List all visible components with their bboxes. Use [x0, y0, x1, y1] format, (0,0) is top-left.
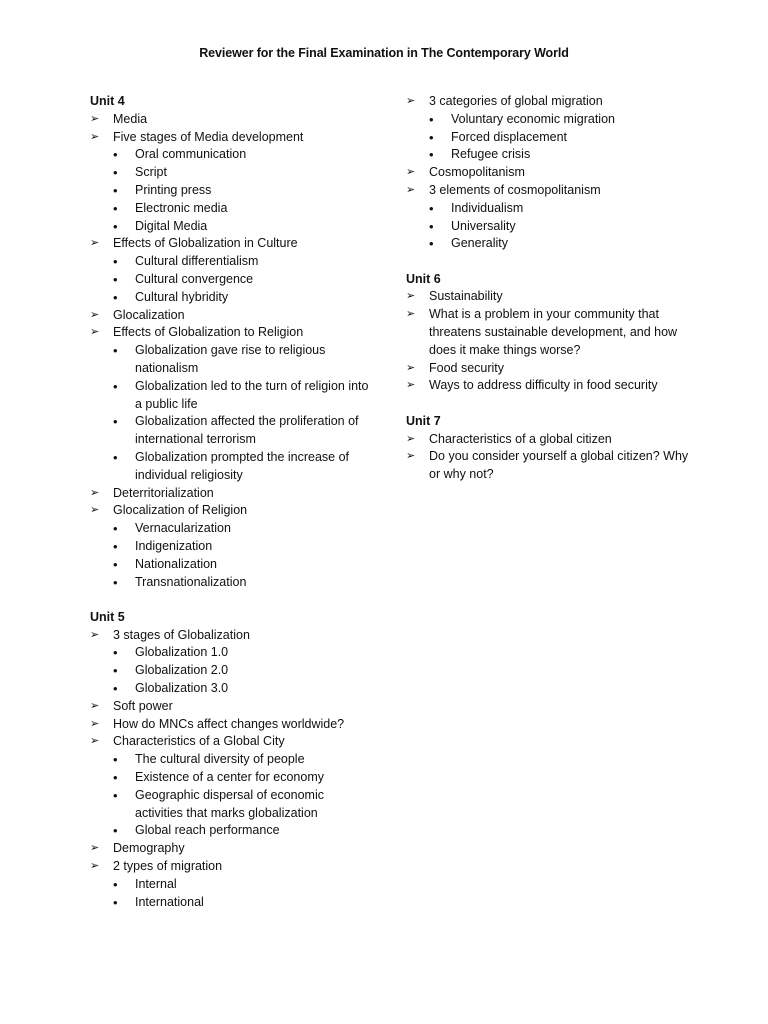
subtopic-item: [406, 129, 696, 147]
topic-item: [406, 377, 696, 395]
subtopic-text: Transnationalization: [135, 574, 247, 589]
arrow-bullet-icon: ➢: [90, 628, 100, 641]
dot-bullet-icon: •: [113, 449, 118, 465]
topic-item: [406, 182, 696, 200]
topic-item: [90, 698, 375, 716]
topic-item: [90, 733, 375, 751]
topic-text: Do you consider yourself a global citizen? Why or why not?: [429, 449, 689, 482]
unit-heading: Unit 7: [406, 413, 441, 428]
topic-text: Glocalization: [113, 307, 185, 322]
topic-text: 3 elements of cosmopolitanism: [429, 182, 601, 197]
subtopic-item: [90, 253, 375, 271]
arrow-bullet-icon: ➢: [406, 166, 416, 179]
subtopic-item: [90, 751, 375, 769]
subtopic-text: Globalization 1.0: [135, 645, 229, 660]
subtopic-item: [90, 200, 375, 218]
subtopic-item: [90, 822, 375, 840]
dot-bullet-icon: •: [113, 378, 118, 394]
subtopic-item: [90, 413, 375, 449]
dot-bullet-icon: •: [429, 218, 434, 234]
subtopic-text: Cultural differentialism: [135, 254, 259, 269]
unit-section: [406, 93, 696, 253]
arrow-bullet-icon: ➢: [90, 717, 100, 730]
arrow-bullet-icon: ➢: [90, 326, 100, 339]
topic-text: Effects of Globalization in Culture: [113, 236, 298, 251]
arrow-bullet-icon: ➢: [406, 183, 416, 196]
subtopic-item: [90, 574, 375, 592]
topic-text: 3 categories of global migration: [429, 94, 603, 108]
arrow-bullet-icon: ➢: [406, 432, 416, 445]
subtopic-item: [90, 644, 375, 662]
subtopic-text: Oral communication: [135, 147, 247, 162]
topic-item: [406, 306, 696, 359]
right-column: [406, 93, 696, 501]
arrow-bullet-icon: ➢: [406, 290, 416, 303]
arrow-bullet-icon: ➢: [406, 308, 416, 321]
topic-item: [90, 627, 375, 645]
dot-bullet-icon: •: [113, 343, 118, 359]
unit-section: [406, 413, 696, 484]
subtopic-text: Globalization gave rise to religious nationalism: [135, 343, 326, 375]
subtopic-text: Voluntary economic migration: [451, 111, 615, 126]
topic-text: Soft power: [113, 698, 173, 713]
arrow-bullet-icon: ➢: [90, 699, 100, 712]
subtopic-text: Forced displacement: [451, 129, 568, 144]
dot-bullet-icon: •: [113, 752, 118, 768]
arrow-bullet-icon: ➢: [406, 95, 416, 107]
topic-item: [406, 164, 696, 182]
topic-item: [406, 448, 696, 484]
subtopic-item: [90, 769, 375, 787]
subtopic-item: [90, 680, 375, 698]
dot-bullet-icon: •: [113, 556, 118, 572]
dot-bullet-icon: •: [113, 254, 118, 270]
topic-item: [406, 93, 696, 111]
topic-text: 2 types of migration: [113, 858, 223, 873]
topic-item: [90, 502, 375, 520]
subtopic-item: [90, 556, 375, 574]
topic-text: Food security: [429, 360, 505, 375]
unit-section: [90, 609, 375, 912]
subtopic-text: Existence of a center for economy: [135, 769, 324, 784]
topic-text: Glocalization of Religion: [113, 503, 248, 518]
subtopic-text: Electronic media: [135, 200, 228, 215]
dot-bullet-icon: •: [429, 200, 434, 216]
subtopic-item: [90, 218, 375, 236]
subtopic-text: Generality: [451, 236, 508, 251]
dot-bullet-icon: •: [113, 538, 118, 554]
dot-bullet-icon: •: [113, 645, 118, 661]
dot-bullet-icon: •: [113, 787, 118, 803]
topic-text: Cosmopolitanism: [429, 165, 525, 180]
subtopic-text: Universality: [451, 218, 516, 233]
subtopic-text: Globalization 3.0: [135, 681, 229, 695]
topic-item: [90, 235, 375, 253]
topic-item: [90, 307, 375, 325]
subtopic-text: Globalization led to the turn of religion into a public life: [135, 378, 369, 411]
subtopic-item: [90, 146, 375, 164]
unit-section: [406, 271, 696, 396]
unit-heading: Unit 4: [90, 94, 125, 108]
dot-bullet-icon: •: [113, 165, 118, 181]
topic-text: Ways to address difficulty in food security: [429, 378, 658, 393]
unit-heading: Unit 6: [406, 271, 441, 286]
topic-item: [90, 858, 375, 876]
topic-text: Media: [113, 111, 148, 126]
subtopic-item: [90, 787, 375, 823]
topic-text: Five stages of Media development: [113, 129, 304, 144]
subtopic-item: [406, 235, 696, 253]
dot-bullet-icon: •: [113, 681, 118, 696]
arrow-bullet-icon: ➢: [90, 112, 100, 125]
subtopic-text: Script: [135, 165, 167, 180]
arrow-bullet-icon: ➢: [90, 504, 100, 517]
unit-section: [90, 93, 375, 591]
dot-bullet-icon: •: [113, 182, 118, 198]
dot-bullet-icon: •: [113, 769, 118, 785]
dot-bullet-icon: •: [429, 147, 434, 163]
subtopic-text: Indigenization: [135, 538, 213, 553]
topic-item: [406, 360, 696, 378]
arrow-bullet-icon: ➢: [90, 308, 100, 321]
subtopic-item: [406, 146, 696, 164]
dot-bullet-icon: •: [113, 894, 118, 910]
topic-text: What is a problem in your community that threatens sustainable development, and how does it make things worse?: [429, 307, 678, 357]
topic-item: [90, 111, 375, 129]
subtopic-item: [406, 218, 696, 236]
dot-bullet-icon: •: [113, 271, 118, 287]
subtopic-text: Cultural convergence: [135, 271, 254, 286]
unit-heading: Unit 5: [90, 609, 125, 624]
subtopic-text: Nationalization: [135, 556, 217, 571]
subtopic-item: [90, 378, 375, 414]
arrow-bullet-icon: ➢: [90, 859, 100, 872]
subtopic-text: The cultural diversity of people: [135, 752, 305, 767]
topic-item: [90, 129, 375, 147]
topic-item: [90, 840, 375, 858]
arrow-bullet-icon: ➢: [90, 486, 100, 499]
subtopic-text: Internal: [135, 876, 177, 891]
topic-text: Demography: [113, 841, 185, 856]
topic-item: [406, 288, 696, 306]
topic-item: [90, 716, 375, 734]
arrow-bullet-icon: ➢: [90, 130, 100, 143]
subtopic-text: Globalization affected the proliferation of international terrorism: [135, 414, 359, 447]
subtopic-text: Globalization prompted the increase of individual religiosity: [135, 449, 350, 482]
arrow-bullet-icon: ➢: [90, 842, 100, 855]
subtopic-item: [90, 164, 375, 182]
dot-bullet-icon: •: [113, 147, 118, 163]
subtopic-text: Printing press: [135, 182, 212, 197]
subtopic-item: [406, 111, 696, 129]
topic-text: Characteristics of a Global City: [113, 734, 285, 749]
dot-bullet-icon: •: [113, 876, 118, 892]
topic-item: [90, 485, 375, 503]
subtopic-item: [90, 894, 375, 912]
subtopic-item: [90, 449, 375, 485]
subtopic-text: Individualism: [451, 200, 524, 215]
topic-text: Deterritorialization: [113, 485, 214, 500]
dot-bullet-icon: •: [113, 823, 118, 839]
dot-bullet-icon: •: [113, 521, 118, 537]
dot-bullet-icon: •: [113, 414, 118, 430]
dot-bullet-icon: •: [113, 200, 118, 216]
arrow-bullet-icon: ➢: [90, 237, 100, 250]
dot-bullet-icon: •: [113, 289, 118, 305]
subtopic-text: Geographic dispersal of economic activities that marks globalization: [135, 787, 324, 820]
topic-item: [90, 324, 375, 342]
subtopic-text: Cultural hybridity: [135, 289, 229, 304]
subtopic-text: Global reach performance: [135, 823, 280, 838]
subtopic-text: International: [135, 894, 204, 909]
topic-text: 3 stages of Globalization: [113, 627, 250, 642]
topic-text: Effects of Globalization to Religion: [113, 325, 304, 340]
topic-item: [406, 431, 696, 449]
left-column: [90, 93, 375, 929]
topic-text: Sustainability: [429, 289, 503, 304]
arrow-bullet-icon: ➢: [406, 379, 416, 392]
subtopic-item: [90, 662, 375, 680]
subtopic-item: [90, 182, 375, 200]
dot-bullet-icon: •: [429, 111, 434, 127]
arrow-bullet-icon: ➢: [406, 450, 416, 463]
dot-bullet-icon: •: [429, 129, 434, 145]
subtopic-text: Refugee crisis: [451, 147, 531, 162]
subtopic-item: [90, 342, 375, 378]
subtopic-item: [406, 200, 696, 218]
subtopic-item: [90, 538, 375, 556]
subtopic-text: Digital Media: [135, 218, 208, 233]
arrow-bullet-icon: ➢: [90, 735, 100, 748]
arrow-bullet-icon: ➢: [406, 361, 416, 374]
topic-text: How do MNCs affect changes worldwide?: [113, 716, 345, 731]
dot-bullet-icon: •: [113, 574, 118, 590]
subtopic-text: Vernacularization: [135, 521, 231, 536]
subtopic-item: [90, 271, 375, 289]
subtopic-item: [90, 289, 375, 307]
dot-bullet-icon: •: [113, 218, 118, 234]
dot-bullet-icon: •: [429, 236, 434, 252]
subtopic-text: Globalization 2.0: [135, 663, 229, 678]
subtopic-item: [90, 876, 375, 894]
document-title: Reviewer for the Final Examination in The Contemporary World: [199, 46, 569, 60]
dot-bullet-icon: •: [113, 663, 118, 679]
subtopic-item: [90, 520, 375, 538]
topic-text: Characteristics of a global citizen: [429, 431, 612, 446]
